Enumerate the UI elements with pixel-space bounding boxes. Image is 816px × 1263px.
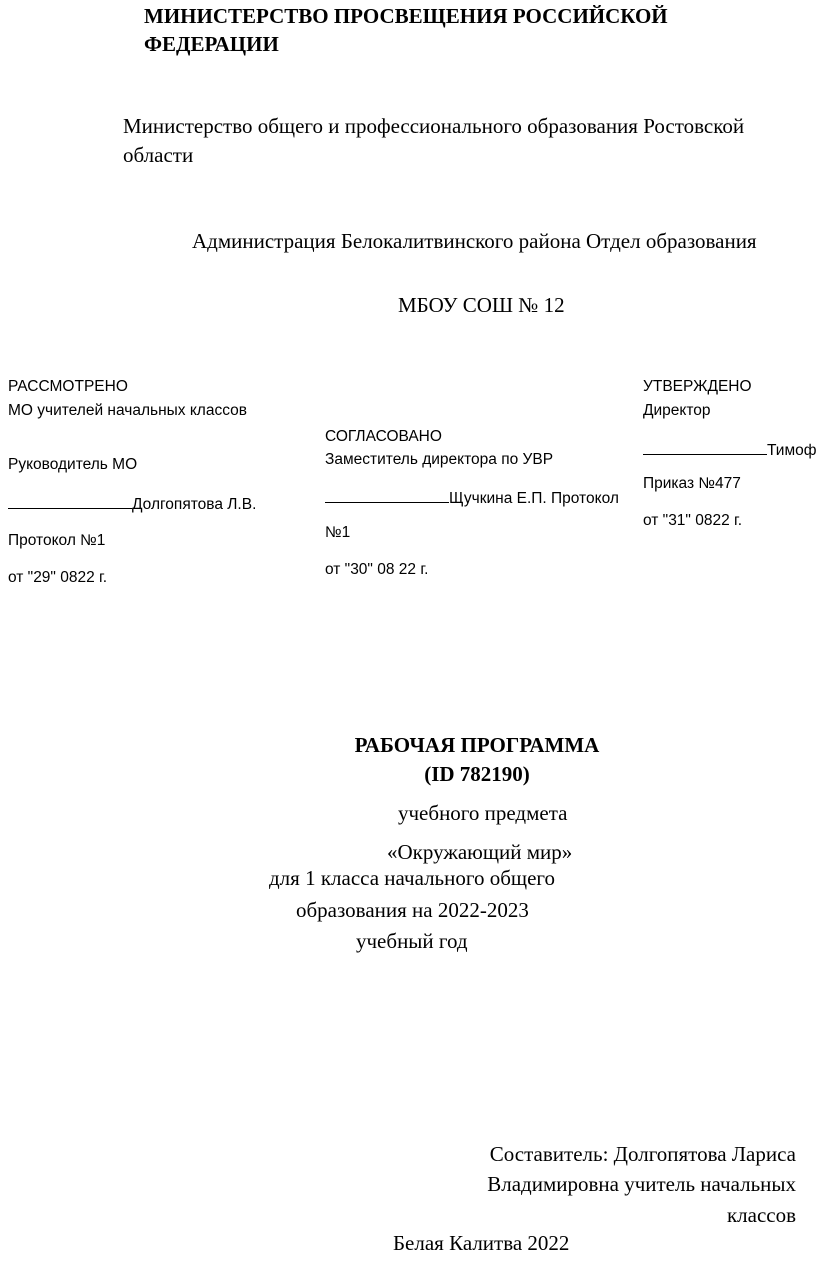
regional-line-2: области <box>123 143 194 167</box>
approved-signer: Тимоф <box>767 442 816 459</box>
considered-date: от "29" 0822 г. <box>8 569 108 586</box>
signature-line <box>643 440 767 455</box>
considered-heading: РАССМОТРЕНО <box>8 378 128 395</box>
approved-position: Директор <box>643 402 711 419</box>
agreed-date: от "30" 08 22 г. <box>325 561 429 578</box>
considered-head-title: Руководитель МО <box>8 456 138 473</box>
approved-order: Приказ №477 <box>643 475 741 492</box>
author-line-1: Составитель: Долгопятова Лариса <box>489 1142 796 1166</box>
program-title: РАБОЧАЯ ПРОГРАММА <box>354 733 600 757</box>
agreed-position: Заместитель директора по УВР <box>325 451 554 468</box>
considered-signer: Долгопятова Л.В. <box>132 496 257 513</box>
approved-heading: УТВЕРЖДЕНО <box>643 378 752 395</box>
agreed-signature <box>325 488 619 508</box>
agreed-protocol-number: №1 <box>325 524 351 541</box>
ministry-heading <box>144 2 668 58</box>
city-year: Белая Калитва 2022 <box>393 1231 570 1255</box>
regional-ministry <box>123 112 744 170</box>
administration-line: Администрация Белокалитвинского района Отдел образования <box>192 229 757 253</box>
signature-line <box>8 494 132 509</box>
grade-line-2: образования на 2022-2023 <box>296 898 529 922</box>
approved-signature <box>643 440 816 460</box>
school-name: МБОУ СОШ № 12 <box>398 293 565 317</box>
subject-label: учебного предмета <box>398 801 568 825</box>
agreed-signer: Щучкина Е.П. Протокол <box>449 490 619 507</box>
considered-protocol: Протокол №1 <box>8 532 106 549</box>
considered-signature <box>8 494 256 514</box>
agreed-heading: СОГЛАСОВАНО <box>325 428 442 445</box>
author-line-3: классов <box>726 1203 796 1227</box>
author-line-2: Владимировна учитель начальных <box>487 1172 796 1196</box>
ministry-line-2: ФЕДЕРАЦИИ <box>144 32 279 56</box>
ministry-line-1: МИНИСТЕРСТВО ПРОСВЕЩЕНИЯ РОССИЙСКОЙ <box>144 4 668 28</box>
grade-line-1: для 1 класса начального общего <box>269 866 555 890</box>
regional-line-1: Министерство общего и профессионального образования Ростовской <box>123 114 745 138</box>
signature-line <box>325 488 449 503</box>
approved-date: от "31" 0822 г. <box>643 512 743 529</box>
grade-line-3: учебный год <box>356 929 468 953</box>
program-id: (ID 782190) <box>424 762 530 786</box>
subject-name: «Окружающий мир» <box>387 840 573 864</box>
considered-body: МО учителей начальных классов <box>8 402 247 419</box>
